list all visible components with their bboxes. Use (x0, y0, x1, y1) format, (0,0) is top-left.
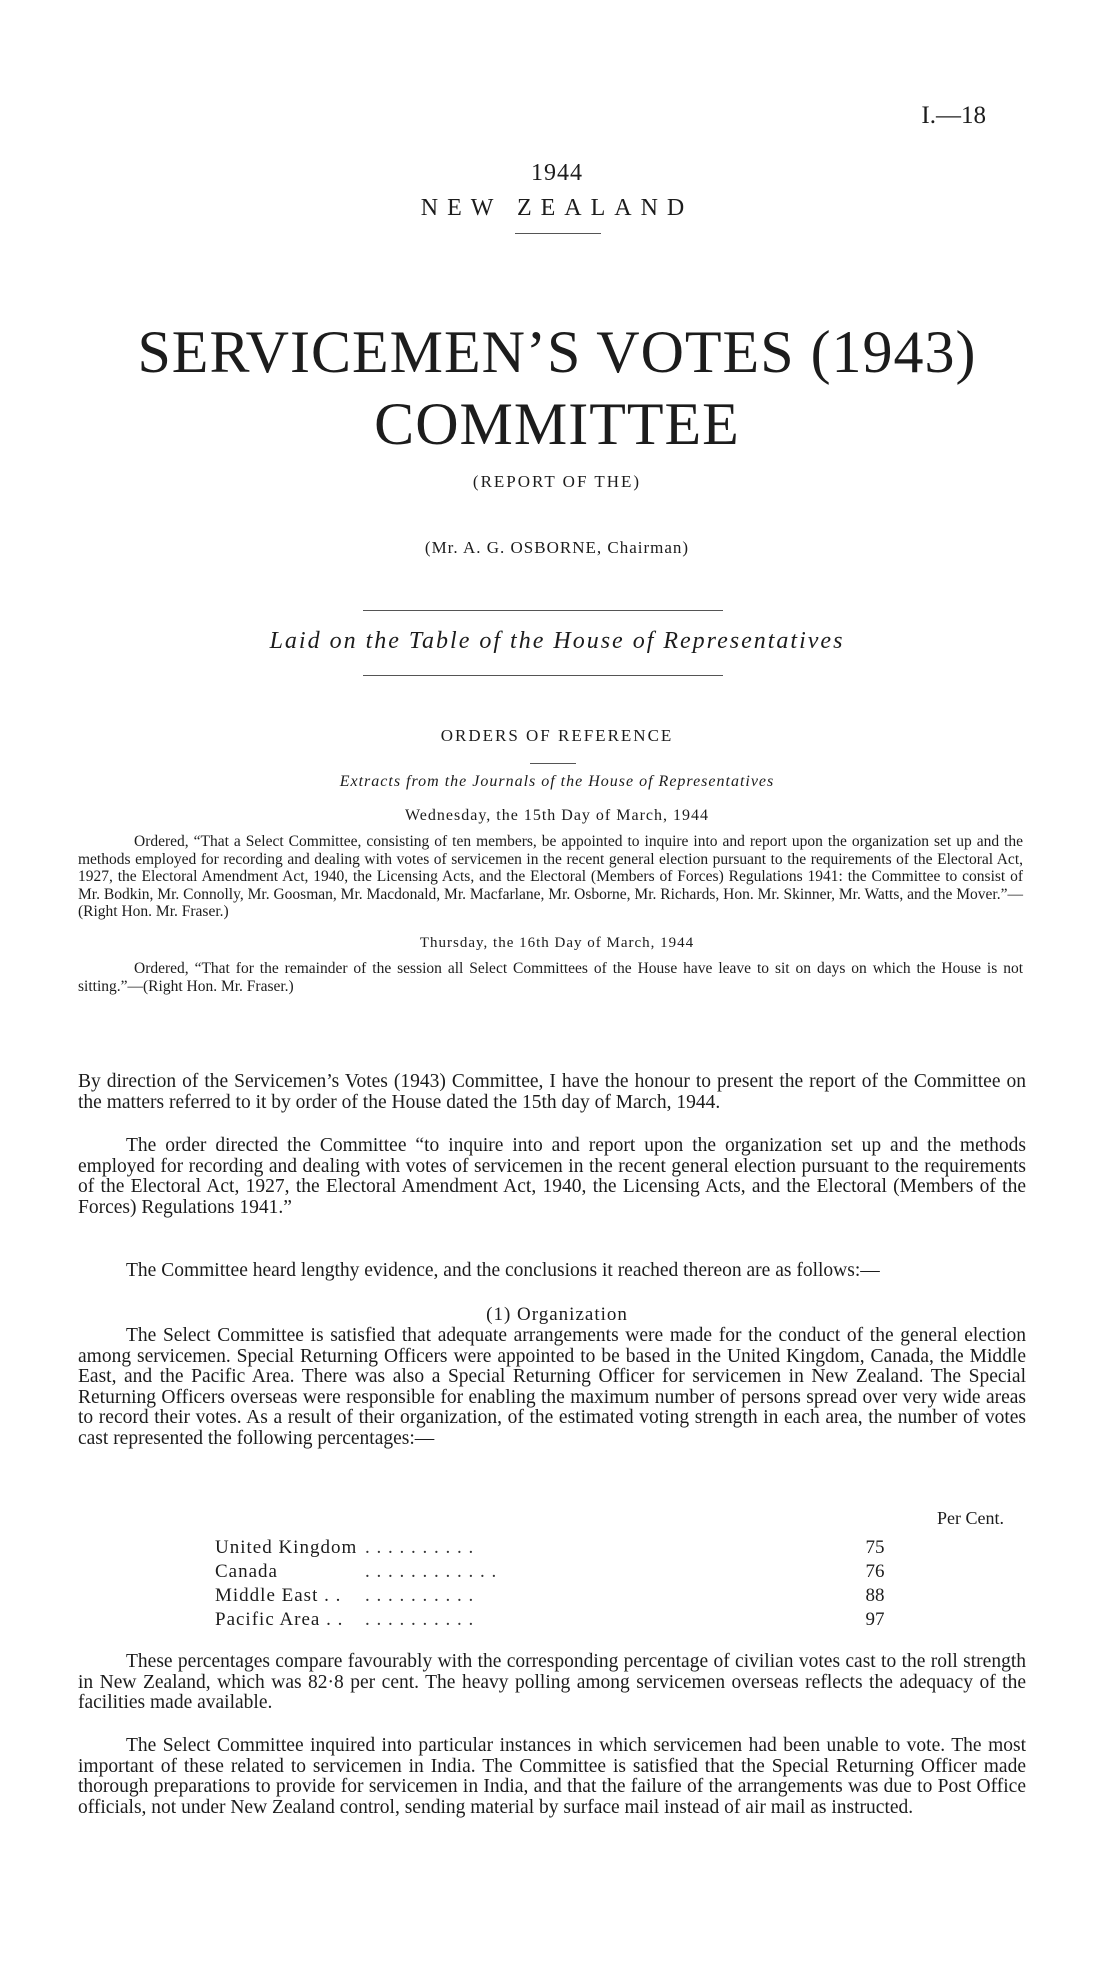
divider (515, 233, 601, 234)
report-of-label: (REPORT OF THE) (472, 472, 642, 491)
body-paragraph: The order directed the Committee “to inquire into and report upon the organization set up and the methods employed for recording and dealing with votes of servicemen in the recent general election pursuant to the requirements of the Electoral Act, 1927, the Electoral Amendment Act, 1940, the Licensing Acts, and the Electoral (Members of the Forces) Regulations 1941.” (78, 1135, 1026, 1218)
row-label: Pacific Area . . (215, 1609, 344, 1630)
table-row (215, 1609, 895, 1633)
row-value: 97 (865, 1609, 885, 1630)
body-paragraph: The Committee heard lengthy evidence, and the conclusions it reached thereon are as follows:— (126, 1260, 880, 1281)
orders-of-reference-heading: ORDERS OF REFERENCE (440, 726, 674, 745)
table-row (215, 1537, 895, 1561)
laid-on-table-line: Laid on the Table of the House of Representatives (269, 628, 845, 654)
order-date: Wednesday, the 15th Day of March, 1944 (404, 807, 710, 824)
row-label: Canada (215, 1561, 278, 1582)
divider (363, 610, 723, 611)
publication-year: 1944 (531, 160, 583, 186)
row-value: 76 (865, 1561, 885, 1582)
leader-dots: . . . . . . . . . . (365, 1609, 475, 1630)
divider (530, 763, 576, 764)
leader-dots: . . . . . . . . . . (365, 1585, 475, 1606)
row-value: 75 (865, 1537, 885, 1558)
extracts-subheading: Extracts from the Journals of the House of Representatives (339, 773, 775, 790)
document-title: SERVICEMEN’S VOTES (1943) (137, 319, 977, 385)
order-date: Thursday, the 16th Day of March, 1944 (419, 935, 695, 951)
order-paragraph: Ordered, “That a Select Committee, consisting of ten members, be appointed to inquire into and report upon the organization set up and the methods employed for recording and dealing with votes of servicemen in the recent general election pursuant to the requirements of the Electoral Act, 1927, the Electoral Amendment Act, 1940, the Licensing Acts, and the Electoral (Members of Forces) Regulations 1941: the Committee to consist of Mr. Bodkin, Mr. Connolly, Mr. Goosman, Mr. Macdonald, Mr. Macfarlane, Mr. Osborne, Mr. Richards, Hon. Mr. Skinner, Mr. Watts, and the Mover.”—(Right Hon. Mr. Fraser.) (78, 833, 1023, 920)
chairman-line: (Mr. A. G. OSBORNE, Chairman) (424, 538, 690, 557)
section-heading: (1) Organization (486, 1304, 628, 1325)
document-title-continued: COMMITTEE (374, 391, 740, 457)
percent-column-heading: Per Cent. (937, 1508, 1004, 1528)
row-label: Middle East . . (215, 1585, 342, 1606)
leader-dots: . . . . . . . . . . . . (365, 1561, 498, 1582)
body-paragraph: The Select Committee inquired into particular instances in which servicemen had been unable to vote. The most important of these related to servicemen in India. The Committee is satisfied that the Special Returning Officer made thorough preparations to provide for servicemen in India, and that the failure of the arrangements was due to Post Office officials, not under New Zealand control, sending material by surface mail instead of air mail as instructed. (78, 1735, 1026, 1818)
row-value: 88 (865, 1585, 885, 1606)
paper-reference: I.—18 (921, 102, 986, 129)
order-paragraph: Ordered, “That for the remainder of the session all Select Committees of the House have leave to sit on days on which the House is not sitting.”—(Right Hon. Mr. Fraser.) (78, 960, 1023, 995)
body-paragraph: The Select Committee is satisfied that adequate arrangements were made for the conduct of the general election among servicemen. Special Returning Officers were appointed to be based in the United Kingdom, Canada, the Middle East, and the Pacific Area. There was also a Special Returning Officer for servicemen in New Zealand. The Special Returning Officers overseas were responsible for enabling the maximum number of persons spread over very wide areas to record their votes. As a result of their organization, of the estimated voting strength in each area, the number of votes cast represented the following percentages:— (78, 1325, 1026, 1449)
row-label: United Kingdom (215, 1537, 358, 1558)
body-paragraph: By direction of the Servicemen’s Votes (1943) Committee, I have the honour to present the report of the Committee on the matters referred to it by order of the House dated the 15th day of March, 1944. (78, 1071, 1026, 1113)
leader-dots: . . . . . . . . . . (365, 1537, 475, 1558)
table-row (215, 1585, 895, 1609)
country-heading: NEW ZEALAND (420, 195, 694, 221)
body-paragraph: These percentages compare favourably with the corresponding percentage of civilian votes cast to the roll strength in New Zealand, which was 82·8 per cent. The heavy polling among servicemen overseas reflects the adequacy of the facilities made available. (78, 1651, 1026, 1713)
table-row (215, 1561, 895, 1585)
divider (363, 675, 723, 676)
